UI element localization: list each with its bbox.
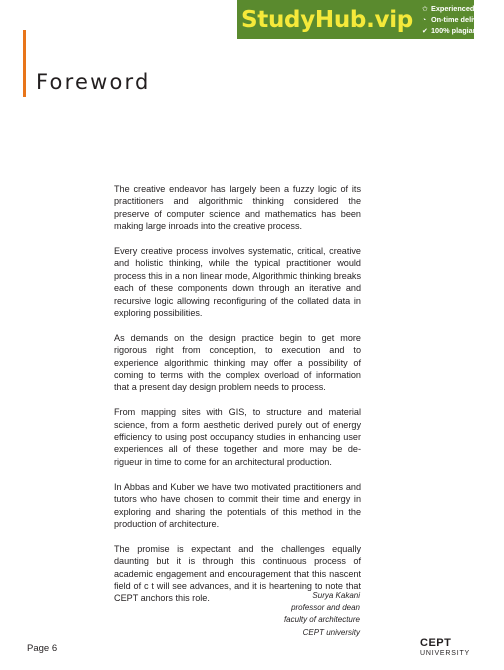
- feature-label: On-time delivery: [430, 14, 489, 24]
- paragraph: Every creative process involves systematic, critical, creative and holistic thinking, while the typical practitioner would process this in a non linear mode, Algorithmic thinking breaks each of these components down through an iterative and recursive logic allowing reconfiguring of the collated data in exploring possibilities.: [114, 246, 361, 319]
- signature-faculty: faculty of architecture: [283, 615, 360, 625]
- cept-university-logo: [420, 637, 471, 660]
- feature-plagiarism-free: [422, 26, 504, 36]
- signature-role: professor and dean: [291, 603, 360, 613]
- paragraph: The promise is expectant and the challenges equally daunting but it is through this continuous process of academic engagement and encouragement that this nascent field of c t will see advances, and it is heartening to note that CEPT anchors this role.: [114, 543, 361, 604]
- signature-block: [284, 590, 360, 639]
- paragraph: As demands on the design practice begin to get more rigorous right from conception, to execution and to experience algorithmic thinking may offer a possibility of coming to terms with the complex overload of information that a present day design problem needs to process.: [114, 332, 361, 393]
- paragraph: The creative endeavor has largely been a fuzzy logic of its practitioners and algorithmic thinking considered the preserve of computer science and mathematics has been making large inroads into the creative process.: [114, 184, 361, 232]
- logo-line-2: UNIVERSITY: [420, 650, 471, 657]
- banner-features: [422, 4, 504, 36]
- foreword-body: [114, 183, 361, 617]
- check-circle-icon: ✔: [421, 27, 428, 35]
- page-number: Page 6: [27, 643, 58, 654]
- paragraph: In Abbas and Kuber we have two motivated practitioners and tutors who have chosen to commit their time and energy in exploring and sharing the potentials of this method in the production of architecture.: [114, 481, 361, 529]
- feature-on-time-delivery: [422, 15, 504, 25]
- feature-label: Experienced writers: [430, 3, 501, 13]
- feature-experienced-writers: [422, 4, 504, 14]
- clock-icon: ◔: [421, 16, 427, 24]
- paragraph: From mapping sites with GIS, to structure and material science, from a form aesthetic derived purely out of energy efficiency to using post occupancy studies in enhancing user experiences all of these together and more may be de-rigueur in time to come for an architectural production.: [114, 407, 361, 467]
- logo-line-1: CEPT: [420, 637, 452, 649]
- studyhub-banner[interactable]: [237, 0, 504, 39]
- signature-name: Surya Kakani: [312, 591, 360, 600]
- star-icon: ✩: [421, 5, 428, 13]
- page-title: Foreword: [36, 70, 151, 95]
- feature-label: 100% plagiarism free: [430, 25, 504, 35]
- studyhub-logo[interactable]: StudyHub.vip: [241, 6, 413, 33]
- title-accent-bar: [23, 30, 26, 97]
- signature-institution: CEPT university: [302, 627, 360, 637]
